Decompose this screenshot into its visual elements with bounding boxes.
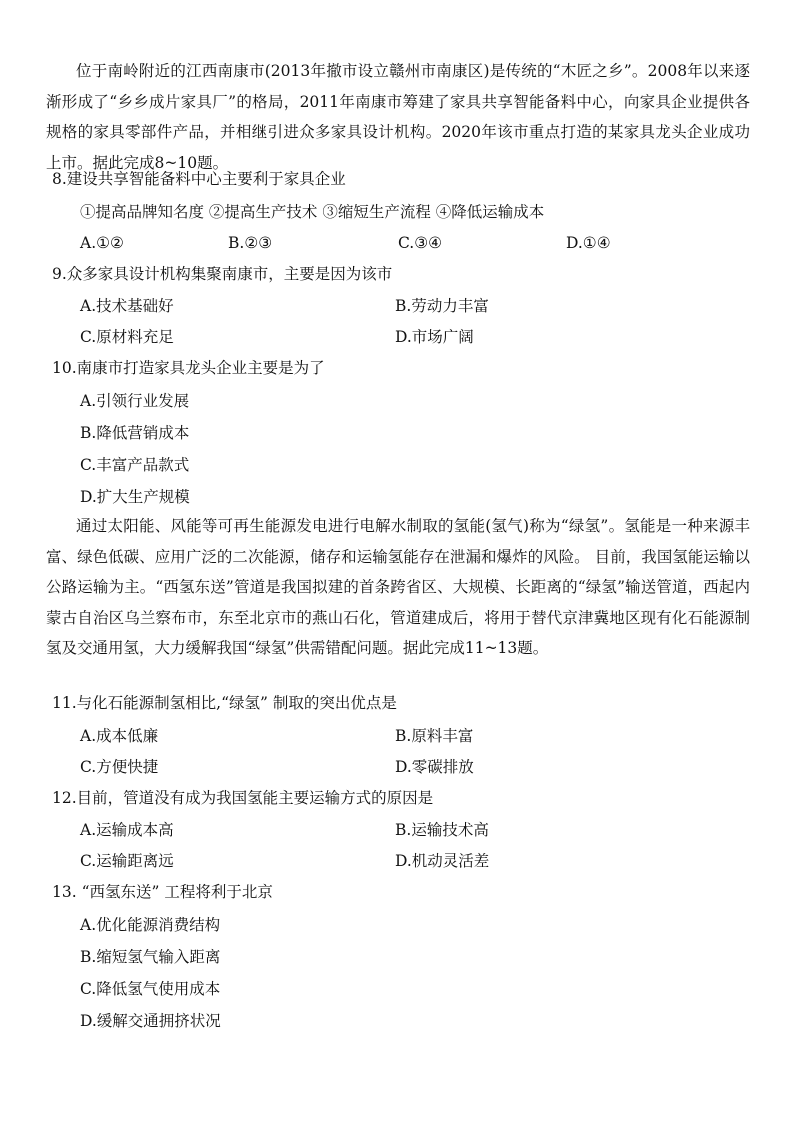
question-12-stem: 12.目前，管道没有成为我国氢能主要运输方式的原因是 bbox=[52, 789, 434, 807]
question-11-stem: 11.与化石能源制氢相比,“绿氢” 制取的突出优点是 bbox=[52, 694, 397, 712]
question-13-option-a[interactable]: A.优化能源消费结构 bbox=[80, 916, 221, 934]
passage-nankang: 位于南岭附近的江西南康市(2013年撤市设立赣州市南康区)是传统的“木匠之乡”。2008年以来逐渐形成了“乡乡成片家具厂”的格局，2011年南康市筹建了家具共享智能备料中心，向家具企业提供各规格的家具零部件产品，并相继引进众多家具设计机构。2020年该市重点打造的某家具龙头企业成功上市。据此完成8~10题。 bbox=[46, 62, 750, 172]
question-8-stem: 8.建设共享智能备料中心主要利于家具企业 bbox=[52, 170, 346, 188]
question-8-option-a[interactable]: A.①② bbox=[80, 234, 124, 252]
question-9-option-d[interactable]: D.市场广阔 bbox=[395, 328, 474, 346]
question-13-option-c[interactable]: C.降低氢气使用成本 bbox=[80, 980, 221, 998]
question-10-option-a[interactable]: A.引领行业发展 bbox=[80, 392, 190, 410]
question-11-option-a[interactable]: A.成本低廉 bbox=[80, 727, 159, 745]
question-12-option-b[interactable]: B.运输技术高 bbox=[395, 821, 489, 839]
question-11-option-c[interactable]: C.方便快捷 bbox=[80, 758, 159, 776]
question-10-option-c[interactable]: C.丰富产品款式 bbox=[80, 456, 190, 474]
question-13-option-b[interactable]: B.缩短氢气输入距离 bbox=[80, 948, 221, 966]
question-9-option-a[interactable]: A.技术基础好 bbox=[80, 297, 174, 315]
passage-green-hydrogen: 通过太阳能、风能等可再生能源发电进行电解水制取的氢能(氢气)称为“绿氢”。氢能是一种来源丰富、绿色低碳、应用广泛的二次能源，储存和运输氢能存在泄漏和爆炸的风险。 目前，我国氢能运输以公路运输为主。“西氢东送”管道是我国拟建的首条跨省区、大规模、长距离的“绿氢”输送管道，西起内蒙古自治区乌兰察布市，东至北京市的燕山石化，管道建成后，将用于替代京津冀地区现有化石能源制氢及交通用氢，大力缓解我国“绿氢”供需错配问题。据此完成11~13题。 bbox=[46, 517, 750, 657]
question-9-option-b[interactable]: B.劳动力丰富 bbox=[395, 297, 489, 315]
question-9-option-c[interactable]: C.原材料充足 bbox=[80, 328, 174, 346]
question-11-option-b[interactable]: B.原料丰富 bbox=[395, 727, 474, 745]
question-8-option-b[interactable]: B.②③ bbox=[228, 234, 273, 252]
question-9-stem: 9.众多家具设计机构集聚南康市，主要是因为该市 bbox=[52, 265, 393, 283]
question-10-option-d[interactable]: D.扩大生产规模 bbox=[80, 488, 190, 506]
question-10-option-b[interactable]: B.降低营销成本 bbox=[80, 424, 190, 442]
question-10-stem: 10.南康市打造家具龙头企业主要是为了 bbox=[52, 359, 325, 377]
question-12-option-c[interactable]: C.运输距离远 bbox=[80, 852, 174, 870]
question-13-stem: 13. “西氢东送” 工程将利于北京 bbox=[52, 883, 273, 901]
question-13-option-d[interactable]: D.缓解交通拥挤状况 bbox=[80, 1012, 221, 1030]
question-8-option-c[interactable]: C.③④ bbox=[398, 234, 443, 252]
question-8-option-d[interactable]: D.①④ bbox=[566, 234, 611, 252]
question-12-option-a[interactable]: A.运输成本高 bbox=[80, 821, 174, 839]
question-12-option-d[interactable]: D.机动灵活差 bbox=[395, 852, 490, 870]
question-11-option-d[interactable]: D.零碳排放 bbox=[395, 758, 474, 776]
question-8-items: ①提高品牌知名度 ②提高生产技术 ③缩短生产流程 ④降低运输成本 bbox=[80, 203, 545, 221]
